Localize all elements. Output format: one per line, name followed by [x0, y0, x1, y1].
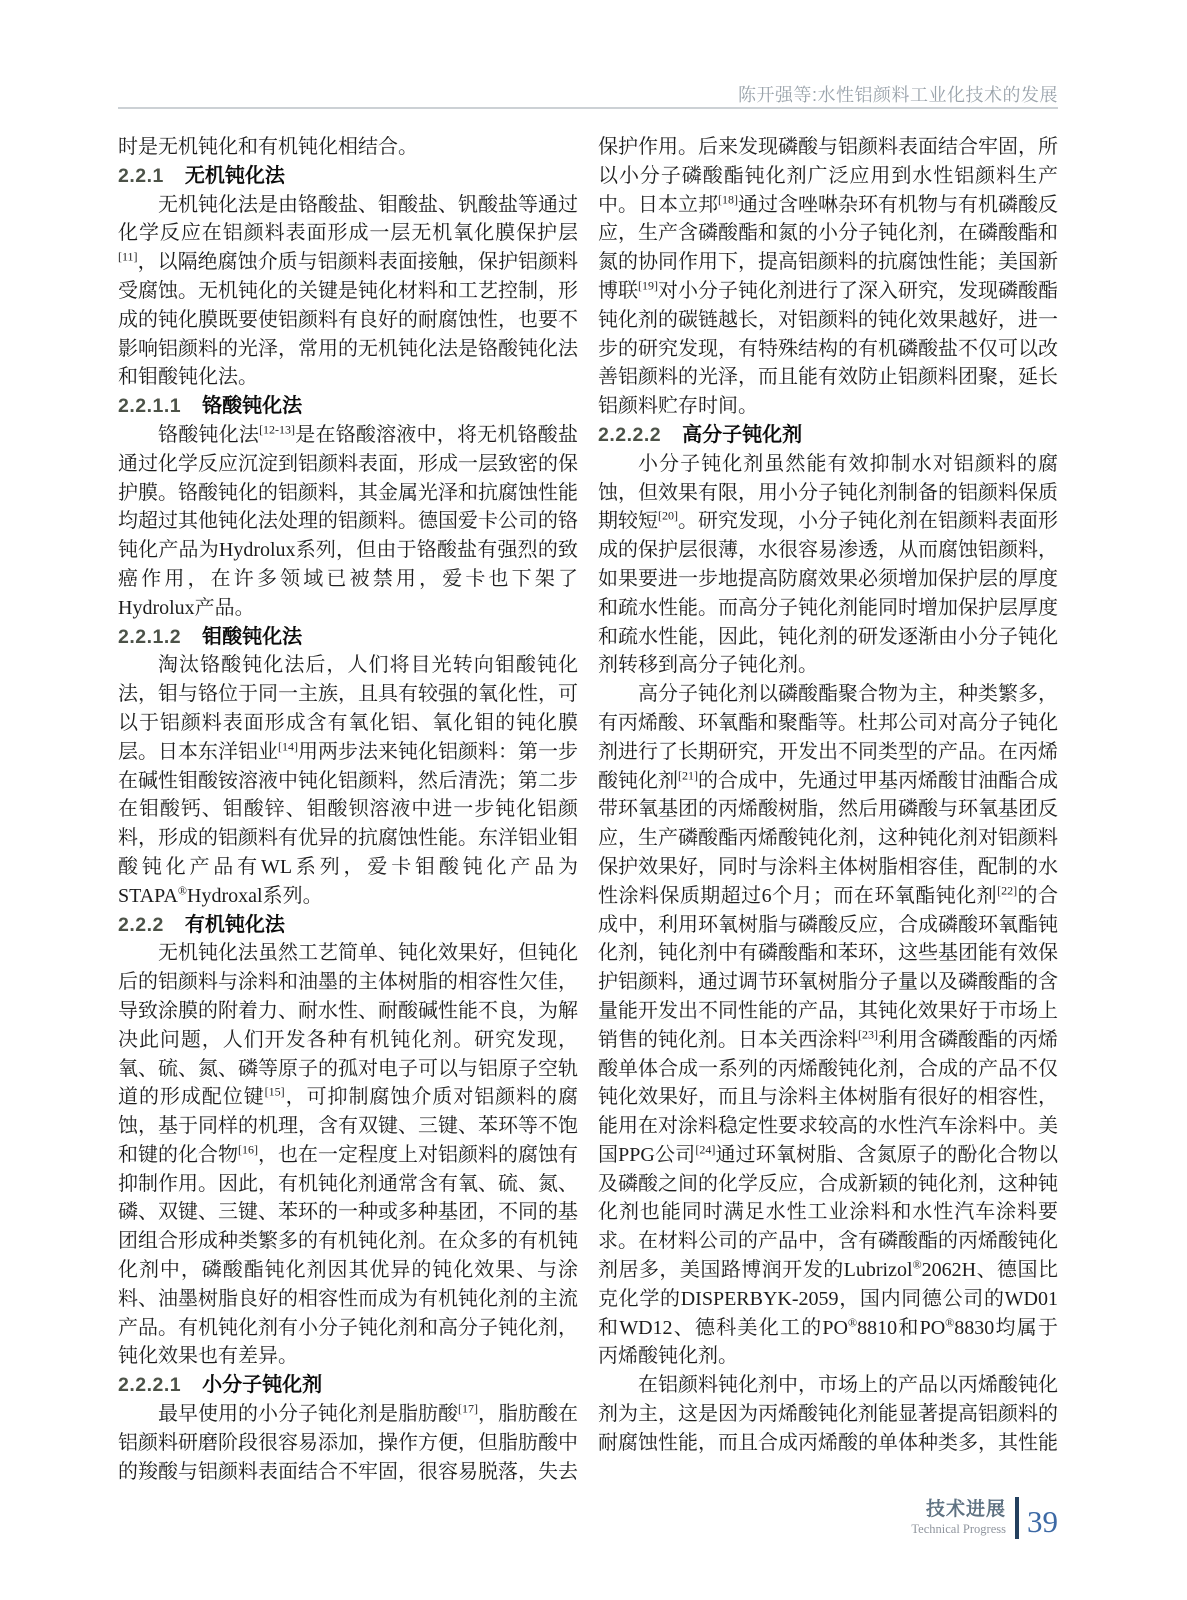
section-number: 2.2.2.2	[598, 423, 662, 446]
citation-ref: [14]	[278, 739, 298, 754]
column-right	[598, 133, 1058, 1486]
running-header: 陈开强等:水性铝颜料工业化技术的发展	[738, 85, 1058, 105]
footer-section-name-cn: 技术进展	[925, 1498, 1006, 1520]
footer-divider	[1015, 1497, 1019, 1539]
section-number: 2.2.2.1	[118, 1374, 182, 1397]
section-title: 有机钝化法	[184, 913, 285, 936]
paragraph: 无机钝化法虽然工艺简单、钝化效果好，但钝化后的铝颜料与涂料和油墨的主体树脂的相容性欠佳，导致涂膜的附着力、耐水性、耐酸碱性能不良，为解决此问题，人们开发各种有机钝化剂。研究发现，氧、硫、氮、磷等原子的孤对电子可以与铝原子空轨道的形成配位键[15]，可抑制腐蚀介质对铝颜料的腐蚀，基于同样的机理，含有双键、三键、苯环等不饱和键的化合物[16]，也在一定程度上对铝颜料的腐蚀有抑制作用。因此，有机钝化剂通常含有氧、硫、氮、磷、双键、三键、苯环的一种或多种基团，不同的基团组合形成种类繁多的有机钝化剂。在众多的有机钝化剂中，磷酸酯钝化剂因其优异的钝化效果、与涂料、油墨树脂良好的相容性而成为有机钝化剂的主流产品。有机钝化剂有小分子钝化剂和高分子钝化剂，钝化效果也有差异。	[118, 942, 579, 1368]
citation-ref: [24]	[695, 1142, 716, 1157]
registered-mark: ®	[912, 1257, 922, 1272]
citation-ref: [19]	[638, 278, 658, 293]
section-heading	[118, 911, 578, 940]
paragraph: 淘汰铬酸钝化法后，人们将目光转向钼酸钝化法，钼与铬位于同一主族，且具有较强的氧化性，可以于铝颜料表面形成含有氧化铝、氧化钼的钝化膜层。日本东洋铝业[14]用两步法来钝化铝颜料：第一步在碱性钼酸铵溶液中钝化铝颜料，然后清洗；第二步在钼酸钙、钼酸锌、钼酸钡溶液中进一步钝化铝颜料，形成的铝颜料有优异的抗腐蚀性能。东洋铝业钼酸钝化产品有WL系列，爱卡钼酸钝化产品为STAPA®Hydroxal系列。	[118, 654, 578, 907]
section-heading	[118, 392, 578, 421]
paragraph: 高分子钝化剂以磷酸酯聚合物为主，种类繁多，有丙烯酸、环氧酯和聚酯等。杜邦公司对高分子钝化剂进行了长期研究，开发出不同类型的产品。在丙烯酸钝化剂[21]的合成中，先通过甲基丙烯酸甘油酯合成带环氧基团的丙烯酸树脂，然后用磷酸与环氧基团反应，生产磷酸酯丙烯酸钝化剂，这种钝化剂对铝颜料保护效果好，同时与涂料主体树脂相容佳，配制的水性涂料保质期超过6个月；而在环氧酯钝化剂[22]的合成中，利用环氧树脂与磷酸反应，合成磷酸环氧酯钝化剂，钝化剂中有磷酸酯和苯环，这些基团能有效保护铝颜料，通过调节环氧树脂分子量以及磷酸酯的含量能开发出不同性能的产品，其钝化效果好于市场上销售的钝化剂。日本关西涂料[23]利用含磷酸酯的丙烯酸单体合成一系列的丙烯酸钝化剂，合成的产品不仅钝化效果好，而且与涂料主体树脂有很好的相容性，能用在对涂料稳定性要求较高的水性汽车涂料中。美国PPG公司[24]通过环氧树脂、含氮原子的酚化合物以及磷酸之间的化学反应，合成新颖的钝化剂，这种钝化剂也能同时满足水性工业涂料和水性汽车涂料要求。在材料公司的产品中，含有磷酸酯的丙烯酸钝化剂居多，美国路博润开发的Lubrizol®2062H、德国比克化学的DISPERBYK-2059，国内同德公司的WD01和WD12、德科美化工的PO®8810和PO®8830均属于丙烯酸钝化剂。	[598, 683, 1059, 1368]
column-left	[118, 133, 578, 1486]
section-number: 2.2.1.2	[118, 625, 182, 648]
paragraph: 小分子钝化剂虽然能有效抑制水对铝颜料的腐蚀，但效果有限，用小分子钝化剂制备的铝颜料保质期较短[20]。研究发现，小分子钝化剂在铝颜料表面形成的保护层很薄，水很容易渗透，从而腐蚀铝颜料，如果要进一步地提高防腐效果必须增加保护层的厚度和疏水性能。而高分子钝化剂能同时增加保护层厚度和疏水性能，因此，钝化剂的研发逐渐由小分子钝化剂转移到高分子钝化剂。	[598, 452, 1058, 677]
paragraph: 时是无机钝化和有机钝化相结合。	[118, 136, 418, 158]
section-title: 钼酸钝化法	[202, 625, 303, 648]
citation-ref: [16]	[238, 1142, 258, 1157]
section-title: 高分子钝化剂	[682, 423, 803, 446]
paragraph: 铬酸钝化法[12-13]是在铬酸溶液中，将无机铬酸盐通过化学反应沉淀到铝颜料表面，形成一层致密的保护膜。铬酸钝化的铝颜料，其金属光泽和抗腐蚀性能均超过其他钝化法处理的铝颜料。德国爱卡公司的铬钝化产品为Hydrolux系列，但由于铬酸盐有强烈的致癌作用，在许多领域已被禁用，爱卡也下架了Hydrolux产品。	[118, 422, 579, 619]
section-number: 2.2.2	[118, 913, 164, 936]
section-heading	[118, 1371, 578, 1400]
page-footer	[118, 1496, 1058, 1540]
section-title: 铬酸钝化法	[202, 395, 303, 418]
citation-ref: [20]	[658, 508, 678, 523]
registered-mark: ®	[848, 1315, 858, 1330]
citation-ref: [22]	[997, 883, 1018, 898]
citation-ref: [17]	[458, 1401, 478, 1416]
section-number: 2.2.1	[118, 164, 164, 187]
citation-ref: [18]	[718, 191, 738, 206]
section-title: 小分子钝化剂	[202, 1374, 323, 1397]
footer-section-labels	[911, 1500, 1006, 1537]
page-number: 39	[1027, 1504, 1058, 1539]
header-rule	[118, 107, 1058, 109]
footer-section-name-en: Technical Progress	[911, 1521, 1006, 1536]
section-heading	[118, 623, 578, 652]
paragraph: 保护作用。后来发现磷酸与铝颜料表面结合牢固，所以小分子磷酸酯钝化剂广泛应用到水性铝颜料生产中。日本立邦[18]通过含唑啉杂环有机物与有机磷酸反应，生产含磷酸酯和氮的小分子钝化剂，在磷酸酯和氮的协同作用下，提高铝颜料的抗腐蚀性能；美国新博联[19]对小分子钝化剂进行了深入研究，发现磷酸酯钝化剂的碳链越长，对铝颜料的钝化效果越好，进一步的研究发现，有特殊结构的有机磷酸盐不仅可以改善铝颜料的光泽，而且能有效防止铝颜料团聚，延长铝颜料贮存时间。	[598, 136, 1058, 418]
section-heading	[598, 421, 1058, 450]
registered-mark: ®	[945, 1315, 955, 1330]
section-number: 2.2.1.1	[118, 395, 182, 418]
section-title: 无机钝化法	[184, 164, 285, 187]
section-heading	[118, 162, 578, 191]
paragraph: 最早使用的小分子钝化剂是脂肪酸[17]，脂肪酸在铝颜料研磨阶段很容易添加，操作方便，但脂肪酸中的羧酸与铝颜料表面结合不牢固，很容易脱落，失去	[118, 1401, 578, 1483]
paragraph: 无机钝化法是由铬酸盐、钼酸盐、钒酸盐等通过化学反应在铝颜料表面形成一层无机氧化膜保护层[11]，以隔绝腐蚀介质与铝颜料表面接触，保护铝颜料受腐蚀。无机钝化的关键是钝化材料和工艺控制，形成的钝化膜既要使铝颜料有良好的耐腐蚀性，也要不影响铝颜料的光泽，常用的无机钝化法是铬酸钝化法和钼酸钝化法。	[118, 193, 578, 389]
content-columns	[118, 133, 1058, 1486]
registered-mark: ®	[177, 883, 188, 898]
citation-ref: [11]	[118, 249, 138, 264]
citation-ref: [12-13]	[259, 422, 296, 437]
citation-ref: [15]	[264, 1084, 285, 1099]
paragraph: 在铝颜料钝化剂中，市场上的产品以丙烯酸钝化剂为主，这是因为丙烯酸钝化剂能显著提高铝颜料的耐腐蚀性能，而且合成丙烯酸的单体种类多，其性能	[598, 1374, 1058, 1454]
citation-ref: [21]	[678, 767, 698, 782]
citation-ref: [23]	[858, 1027, 878, 1042]
